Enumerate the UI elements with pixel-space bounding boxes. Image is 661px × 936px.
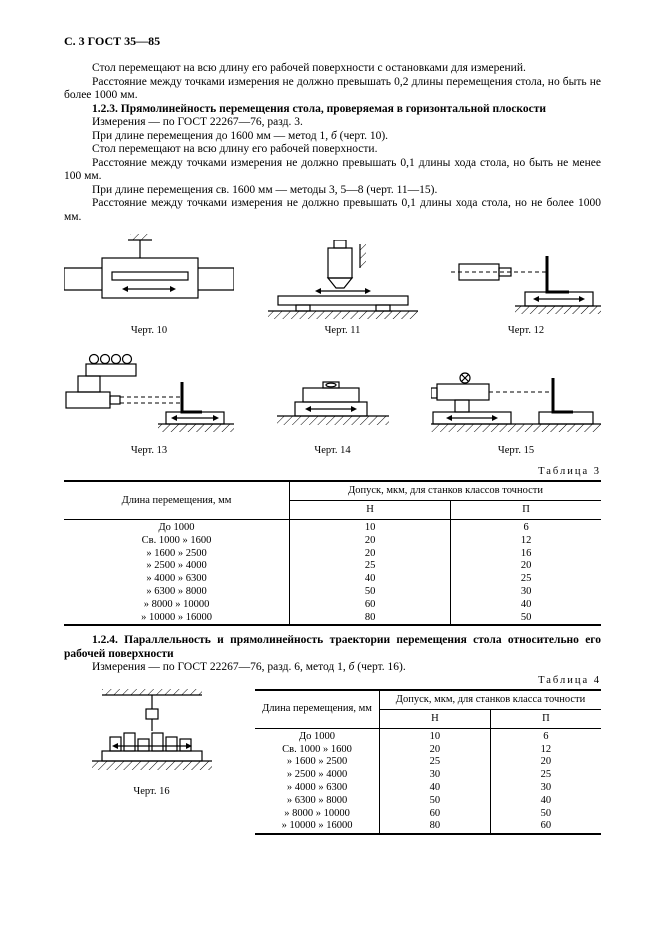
paragraph-measurements-1-2-4-post: (черт. 16). [354, 661, 406, 674]
figure-14-drawing [273, 376, 393, 440]
p-cell: 20 [520, 560, 532, 572]
paragraph-table-move: Стол перемещают на всю длину его рабочей поверхности с остановками для измерений. [92, 62, 526, 74]
p-cell: 40 [520, 598, 532, 610]
range-cell: » 6300 » 8000 [255, 795, 380, 808]
range-cell: » 4000 » 6300 [255, 782, 380, 795]
table-row [64, 520, 601, 535]
paragraph-distance-02: Расстояние между точками измерения не должно превышать 0,2 длины перемещения стола, но быть не более 1000 мм. [64, 75, 601, 101]
table-3-class-p-header: П [522, 504, 530, 515]
table-3 [64, 480, 601, 626]
figure-16-caption: Черт. 16 [133, 785, 170, 797]
figure-13 [64, 352, 234, 456]
n-cell: 80 [380, 820, 491, 834]
table-row [255, 744, 601, 757]
p-cell: 20 [540, 756, 552, 768]
figure-14 [273, 376, 393, 456]
n-cell: 10 [380, 728, 491, 743]
table-3-tolerance-header: Допуск, мкм, для станков классов точности [290, 481, 601, 501]
table-row [255, 795, 601, 808]
figure-11 [268, 240, 418, 336]
table-row [64, 573, 601, 586]
range-cell: » 1600 » 2500 [64, 548, 290, 561]
n-cell: 25 [380, 756, 491, 769]
figure-11-drawing [268, 240, 418, 320]
n-cell: 10 [290, 520, 451, 535]
table-4-tolerance-header: Допуск, мкм, для станков класса точности [380, 690, 601, 710]
n-cell: 80 [290, 612, 451, 626]
paragraph-method-up-to-1600-post: (черт. 10). [336, 129, 389, 142]
p-cell: 25 [520, 573, 532, 585]
figure-13-caption: Черт. 13 [130, 445, 168, 456]
method-variant-letter-2: б [348, 661, 355, 674]
range-cell: » 2500 » 4000 [64, 560, 290, 573]
n-cell: 20 [290, 548, 451, 561]
table-row [64, 535, 601, 548]
n-cell: 50 [290, 586, 451, 599]
figures-row-2 [64, 352, 601, 456]
table-row [64, 612, 601, 626]
paragraph-measurements-gost: Измерения — по ГОСТ 22267—76, разд. 3. [92, 116, 303, 128]
table-4-class-n-header: Н [380, 709, 491, 728]
table-4-column [255, 675, 601, 835]
paragraph-method-over-1600: При длине перемещения св. 1600 мм — методы 3, 5—8 (черт. 11—15). [92, 183, 438, 196]
paragraph-distance-01-min100: Расстояние между точками измерения не должно превышать 0,1 длины хода стола, но быть не менее 100 мм. [64, 156, 601, 182]
table-3-col1-header: Длина перемещения, мм [64, 481, 290, 520]
range-cell: » 10000 » 16000 [255, 820, 380, 834]
n-cell: 40 [290, 573, 451, 586]
figure-11-caption: Черт. 11 [324, 325, 361, 336]
figure-12-caption: Черт. 12 [507, 325, 545, 336]
range-cell: » 2500 » 4000 [255, 769, 380, 782]
figure-16-column [64, 675, 239, 835]
paragraph-method-up-to-1600 [64, 130, 601, 144]
n-cell: 40 [380, 782, 491, 795]
n-cell: 60 [290, 599, 451, 612]
table-row [64, 560, 601, 573]
figure-16-drawing [77, 689, 227, 781]
table-4 [255, 689, 601, 835]
range-cell: » 8000 » 10000 [255, 808, 380, 821]
p-cell: 12 [540, 743, 552, 755]
p-cell: 30 [540, 782, 552, 794]
figure-10-drawing [64, 232, 234, 320]
table-3-wrapper [64, 480, 601, 626]
n-cell: 50 [380, 795, 491, 808]
table-row [255, 728, 601, 743]
figure-15 [431, 356, 601, 456]
p-cell: 6 [543, 730, 549, 742]
figure-16 [77, 689, 227, 797]
table-row [255, 756, 601, 769]
table-row [255, 820, 601, 834]
table-3-label: Таблица 3 [538, 466, 601, 477]
figure-12-drawing [451, 240, 601, 320]
table-row [64, 548, 601, 561]
figure-10-caption: Черт. 10 [130, 325, 168, 336]
table-row [255, 808, 601, 821]
page-header: С. 3 ГОСТ 35—85 [64, 34, 161, 48]
range-cell: » 6300 » 8000 [64, 586, 290, 599]
table-row [255, 769, 601, 782]
figure-15-caption: Черт. 15 [497, 445, 535, 456]
p-cell: 50 [520, 611, 532, 623]
n-cell: 20 [290, 535, 451, 548]
range-cell: » 8000 » 10000 [64, 599, 290, 612]
n-cell: 20 [380, 744, 491, 757]
n-cell: 25 [290, 560, 451, 573]
range-cell: » 1600 » 2500 [255, 756, 380, 769]
range-cell: Св. 1000 » 1600 [64, 535, 290, 548]
p-cell: 6 [523, 522, 529, 533]
section-1-2-4-heading: 1.2.4. Параллельность и прямолинейность траектории перемещения стола относительно его рабочей поверхности [64, 634, 601, 660]
figure-15-drawing [431, 356, 601, 440]
figure-10 [64, 232, 234, 336]
p-cell: 12 [520, 534, 532, 546]
figure-13-drawing [64, 352, 234, 440]
p-cell: 16 [520, 547, 532, 559]
p-cell: 30 [520, 585, 532, 597]
table-4-col1-header: Длина перемещения, мм [255, 690, 380, 729]
paragraph-distance-01-max1000: Расстояние между точками измерения не должно превышать 0,1 длины хода стола, но не более 1000 мм. [64, 197, 601, 223]
figure-14-caption: Черт. 14 [314, 445, 351, 456]
p-cell: 60 [540, 820, 552, 832]
p-cell: 25 [540, 769, 552, 781]
section-1-2-3-heading: 1.2.3. Прямолинейность перемещения стола, проверяемая в горизонтальной плоскости [92, 102, 547, 115]
paragraph-measurements-1-2-4 [64, 661, 601, 675]
bottom-section [64, 675, 601, 835]
table-row [64, 586, 601, 599]
range-cell: Св. 1000 » 1600 [255, 744, 380, 757]
range-cell: До 1000 [64, 520, 290, 535]
figure-12 [451, 240, 601, 336]
range-cell: » 4000 » 6300 [64, 573, 290, 586]
paragraph-table-move-2: Стол перемещают на всю длину его рабочей поверхности. [92, 143, 378, 155]
n-cell: 30 [380, 769, 491, 782]
method-variant-letter: б [330, 129, 337, 142]
p-cell: 50 [540, 807, 552, 819]
table-row [255, 782, 601, 795]
table-3-class-n-header: Н [290, 501, 451, 520]
figures-row-1 [64, 232, 601, 336]
paragraph-method-up-to-1600-pre: При длине перемещения до 1600 мм — метод 1, [92, 129, 331, 142]
range-cell: До 1000 [255, 728, 380, 743]
paragraph-measurements-1-2-4-pre: Измерения — по ГОСТ 22267—76, разд. 6, метод 1, [92, 661, 349, 674]
table-row [64, 599, 601, 612]
table-4-label: Таблица 4 [538, 674, 601, 686]
p-cell: 40 [540, 794, 552, 806]
range-cell: » 10000 » 16000 [64, 612, 290, 626]
table-4-class-p-header: П [542, 712, 550, 724]
n-cell: 60 [380, 808, 491, 821]
